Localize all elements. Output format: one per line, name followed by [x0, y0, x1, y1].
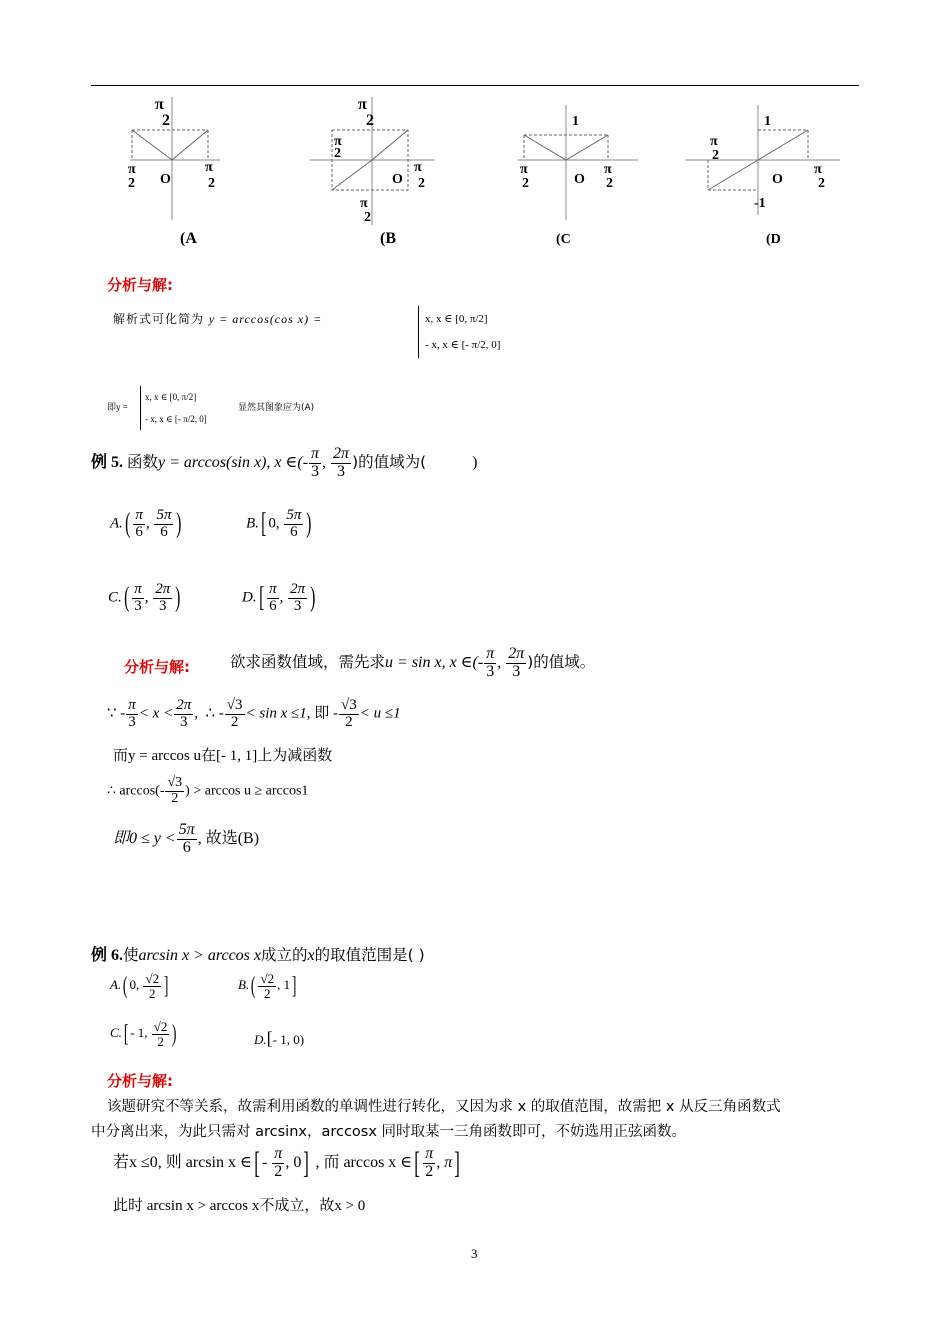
- svg-text:π: π: [414, 160, 422, 175]
- svg-text:π: π: [710, 134, 718, 149]
- graph-a-letter: (A: [180, 230, 197, 247]
- ex6-line1: 若x ≤0, 则 arcsin x ∈[ - $\frac{\pi}{2}$ , 0] , 而 arccos x ∈[ $\frac{\pi}{2}$ , π]: [113, 1145, 461, 1181]
- ex4-line1: 解析式可化简为 y = arccos(cos x) =: [113, 312, 323, 326]
- graph-panel-b: [310, 96, 435, 247]
- svg-text:1: 1: [572, 114, 579, 129]
- svg-text:π: π: [604, 162, 612, 177]
- ex5-option-c[interactable]: C.( $\frac{\pi}{3}$ , $\frac{2\pi}{3}$ ): [108, 581, 181, 614]
- graph-panel-c: [518, 105, 638, 247]
- svg-text:π: π: [520, 162, 528, 177]
- ex4-line2: 即y =: [107, 402, 128, 412]
- ex5-option-b[interactable]: B.[ 0, $\frac{5\pi}{6}$ ): [246, 507, 312, 540]
- ex5-stem: 例 5. 函数y = arccos(sin x), x ∈(- $\frac{\pi}{3}$ , $\frac{2\pi}{3}$ )的值域为( ): [91, 445, 478, 480]
- svg-text:O: O: [772, 172, 783, 187]
- ex5-option-d[interactable]: D.[ $\frac{\pi}{6}$ , $\frac{2\pi}{3}$ ): [242, 581, 316, 614]
- graph-c-letter: (C: [556, 232, 571, 247]
- svg-text:1: 1: [764, 114, 771, 129]
- answer-graphs-figure: [100, 95, 860, 255]
- graph-a-top-label: π: [155, 96, 164, 113]
- svg-text:π: π: [334, 134, 342, 149]
- svg-text:2: 2: [712, 148, 719, 163]
- graph-d-letter: (D: [766, 232, 781, 247]
- ex5-option-a[interactable]: A.( $\frac{\pi}{6}$ , $\frac{5\pi}{6}$ ): [110, 507, 182, 540]
- svg-text:π: π: [128, 162, 136, 177]
- ex5-analysis-label: 分析与解:: [124, 658, 190, 676]
- svg-text:2: 2: [364, 210, 371, 225]
- ex4-cases: x, x ∈ [0, π/2] - x, x ∈ [- π/2, 0]: [418, 306, 500, 358]
- ex6-option-b[interactable]: B.( $\frac{√2}{2}$ , 1]: [238, 971, 297, 1001]
- ex6-option-a[interactable]: A.( 0, $\frac{√2}{2}$ ]: [110, 971, 169, 1001]
- ex6-option-d[interactable]: D.[- 1, 0): [254, 1028, 305, 1048]
- ex6-para2: 中分离出来，为此只需对 arcsinx，arccosx 同时取某一三角函数即可，不妨选用正弦函数。: [91, 1124, 687, 1140]
- svg-text:O: O: [392, 172, 403, 187]
- ex5-step4: 即0 ≤ y < $\frac{5\pi}{6}$ , 故选(B): [113, 821, 260, 856]
- ex5-step2: 而y = arccos u在[- 1, 1]上为减函数: [113, 748, 333, 764]
- ex5-analysis-text: 欲求函数值域，需先求u = sin x, x ∈(- $\frac{\pi}{3}$ , $\frac{2\pi}{3}$ )的值域。: [230, 645, 596, 680]
- svg-text:π: π: [205, 160, 213, 175]
- ex6-stem: 例 6.使arcsin x > arccos x成立的x的取值范围是( ): [91, 946, 425, 964]
- ex5-step3: ∴ arccos(- $\frac{√3}{2}$ ) > arccos u ≥ arccos1: [107, 775, 309, 806]
- ex6-option-c[interactable]: C.[ - 1, $\frac{√2}{2}$ ): [110, 1019, 177, 1049]
- svg-text:2: 2: [366, 112, 374, 129]
- svg-text:2: 2: [162, 112, 170, 129]
- ex4-conclusion: 显然其图象应为(A): [238, 403, 315, 413]
- graph-panel-d: [685, 105, 840, 247]
- svg-text:2: 2: [818, 176, 825, 191]
- ex4-analysis-label: 分析与解:: [107, 276, 173, 294]
- ex5-step1: ∵ - $\frac{\pi}{3}$ < x < $\frac{2\pi}{3}$ , ∴ - $\frac{√3}{2}$ < sin x ≤1, 即 - $\frac{√3}{2}$ < u ≤1: [107, 697, 401, 730]
- svg-text:2: 2: [208, 176, 215, 191]
- ex6-analysis-label: 分析与解:: [107, 1072, 173, 1090]
- page-number: 3: [471, 1246, 478, 1261]
- graph-panel-a: [128, 96, 220, 247]
- ex4-line2-cases: x, x ∈ [0, π/2] - x, x ∈ [- π/2, 0]: [140, 386, 207, 430]
- header-rule: [91, 85, 859, 86]
- svg-text:2: 2: [606, 176, 613, 191]
- ex6-para1: 该题研究不等关系，故需利用函数的单调性进行转化，又因为求 x 的取值范围，故需把 x 从反三角函数式: [107, 1099, 781, 1115]
- svg-text:O: O: [574, 172, 585, 187]
- svg-text:π: π: [358, 96, 367, 113]
- svg-text:-1: -1: [754, 196, 766, 211]
- graph-b-letter: (B: [380, 230, 396, 247]
- svg-text:π: π: [360, 196, 368, 211]
- svg-text:2: 2: [418, 176, 425, 191]
- svg-text:2: 2: [128, 176, 135, 191]
- svg-text:O: O: [160, 172, 171, 187]
- svg-text:2: 2: [522, 176, 529, 191]
- ex6-line2: 此时 arcsin x > arccos x不成立，故x > 0: [113, 1198, 366, 1214]
- svg-text:2: 2: [334, 146, 341, 161]
- svg-text:π: π: [814, 162, 822, 177]
